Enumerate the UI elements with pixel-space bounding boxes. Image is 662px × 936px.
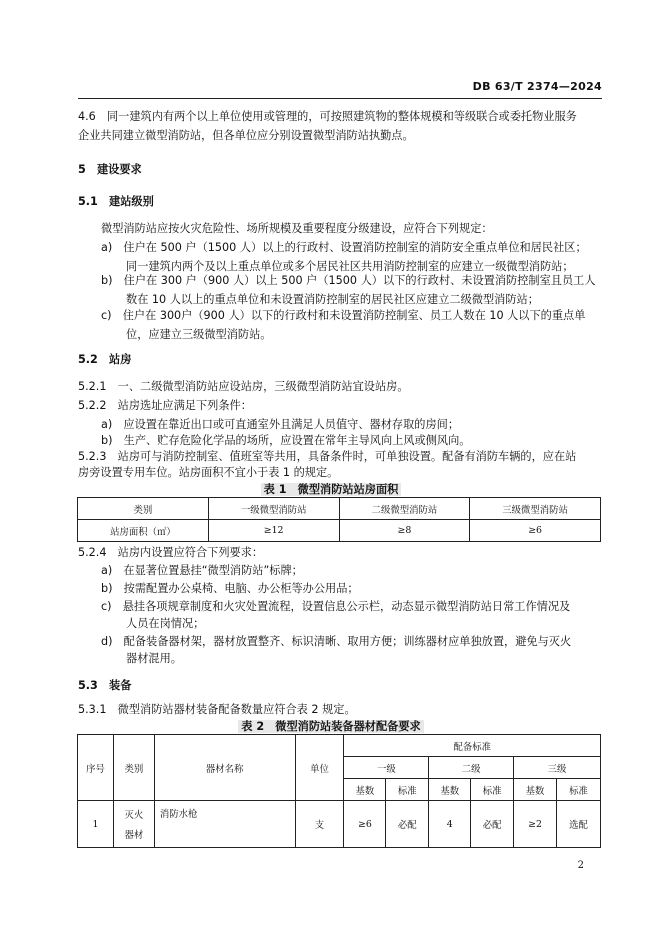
category-header: 类别	[113, 735, 154, 801]
header-rule	[78, 98, 602, 99]
table-header-cell: 二级微型消防站	[339, 498, 470, 520]
table-1-caption-text: 表 1 微型消防站站房面积	[261, 483, 402, 496]
base-header: 基数	[429, 779, 471, 801]
table-row	[78, 520, 601, 542]
list-item-c-5-2-4-line2: 人员在岗情况；	[126, 617, 205, 630]
clause-5-2-3-line1: 5.2.3 站房可与消防控制室、值班室等共用，具备条件时，可单独设置。配备有消防车辆的，应在站	[78, 450, 577, 463]
list-item-d-5-2-4-line1: d) 配备装备器材架，器材放置整齐、标识清晰、取用方便；训练器材应单独放置，避免与灭火	[101, 635, 572, 648]
base-header: 基数	[344, 779, 386, 801]
list-item-a-line2: 同一建筑内两个及以上重点单位或多个居民社区共用消防控制室的应建立一级微型消防站；	[126, 260, 574, 273]
std-header: 标准	[471, 779, 514, 801]
level-1-base-cell: ≥6	[344, 801, 386, 848]
list-item-a-line1: a) 住户在 500 户（1500 人）以上的行政村、设置消防控制室的消防安全重点单位和居民社区；	[101, 241, 587, 254]
equipment-name-header: 器材名称	[154, 735, 295, 801]
seq-header: 序号	[78, 735, 114, 801]
list-item-b-5-2-2: b) 生产、贮存危险化学品的场所，应设置在常年主导风向上风或侧风向。	[101, 434, 471, 447]
table-header-row	[78, 735, 601, 757]
standard-header: 配备标准	[344, 735, 601, 757]
list-item-c-line1: c) 住户在 300户（900 人）以下的行政村和未设置消防控制室、员工人数在 10 人以下的重点单	[101, 309, 586, 322]
section-5-1-heading: 5.1 建站级别	[78, 195, 154, 208]
level-1-header: 一级	[344, 757, 429, 779]
category-cell	[113, 801, 154, 848]
list-item-d-5-2-4-line2: 器材混用。	[126, 652, 182, 665]
page-number: 2	[577, 860, 584, 871]
equipment-name-cell: 消防水枪	[154, 801, 295, 848]
section-5-heading: 5 建设要求	[78, 163, 142, 176]
list-item-b-line2: 数在 10 人以上的重点单位和未设置消防控制室的居民社区应建立二级微型消防站；	[126, 293, 539, 306]
table-row	[78, 801, 601, 848]
list-item-b-line1: b) 住户在 300 户（900 人）以上 500 户（1500 人）以下的行政村、未设置消防控制室且员工人	[101, 274, 596, 287]
station-area-table	[77, 497, 601, 542]
table-header-cell: 三级微型消防站	[470, 498, 601, 520]
table-cell: ≥6	[470, 520, 601, 542]
level-3-base-cell: ≥2	[514, 801, 557, 848]
clause-5-2-4: 5.2.4 站房内设置应符合下列要求：	[78, 546, 264, 559]
section-5-3-heading: 5.3 装备	[78, 679, 132, 692]
table-header-row	[78, 498, 601, 520]
level-3-header: 三级	[514, 757, 601, 779]
list-item-a-5-2-2: a) 应设置在靠近出口或可直通室外且满足人员值守、器材存取的房间；	[101, 418, 460, 431]
clause-5-2-3-line2: 房旁设置专用车位。站房面积不宜小于表 1 的规定。	[78, 466, 339, 479]
document-code: DB 63/T 2374—2024	[472, 80, 602, 93]
clause-4-6-line2: 企业共同建立微型消防站，但各单位应分别设置微型消防站执勤点。	[78, 129, 414, 142]
level-3-std-cell: 选配	[557, 801, 601, 848]
std-header: 标准	[557, 779, 601, 801]
clause-5-3-1: 5.3.1 微型消防站器材装备配备数量应符合表 2 规定。	[78, 703, 356, 716]
std-header: 标准	[386, 779, 429, 801]
category-cell-line1: 灭火	[124, 810, 144, 821]
clause-4-6-line1: 4.6 同一建筑内有两个以上单位使用或管理的，可按照建筑物的整体规模和等级联合或委托物业服务	[78, 110, 577, 123]
level-1-std-cell: 必配	[386, 801, 429, 848]
table-2-caption	[0, 718, 662, 734]
clause-5-1-intro: 微型消防站应按火灾危险性、场所规模及重要程度分级建设，应符合下列规定：	[101, 222, 493, 235]
table-cell: 站房面积（㎡）	[78, 520, 209, 542]
table-cell: ≥8	[339, 520, 470, 542]
section-5-2-heading: 5.2 站房	[78, 353, 132, 366]
clause-5-2-1: 5.2.1 一、二级微型消防站应设站房，三级微型消防站宜设站房。	[78, 380, 409, 393]
clause-5-2-2: 5.2.2 站房选址应满足下列条件：	[78, 399, 252, 412]
level-2-header: 二级	[429, 757, 514, 779]
level-2-base-cell: 4	[429, 801, 471, 848]
list-item-b-5-2-4: b) 按需配置办公桌椅、电脑、办公柜等办公用品；	[101, 582, 359, 595]
table-header-cell: 类别	[78, 498, 209, 520]
category-cell-line2: 器材	[124, 830, 144, 841]
list-item-c-5-2-4-line1: c) 悬挂各项规章制度和火灾处置流程，设置信息公示栏，动态显示微型消防站日常工作情况及	[101, 600, 571, 613]
table-1-caption	[0, 481, 662, 497]
table-cell: ≥12	[208, 520, 339, 542]
table-header-cell: 一级微型消防站	[208, 498, 339, 520]
level-2-std-cell: 必配	[471, 801, 514, 848]
base-header: 基数	[514, 779, 557, 801]
equipment-table	[77, 734, 601, 848]
unit-header: 单位	[295, 735, 344, 801]
seq-cell: 1	[78, 801, 114, 848]
list-item-a-5-2-4: a) 在显著位置悬挂“微型消防站”标牌；	[101, 564, 303, 577]
unit-cell: 支	[295, 801, 344, 848]
table-2-caption-text: 表 2 微型消防站装备器材配备要求	[238, 720, 424, 733]
list-item-c-line2: 位，应建立三级微型消防站。	[126, 328, 272, 341]
